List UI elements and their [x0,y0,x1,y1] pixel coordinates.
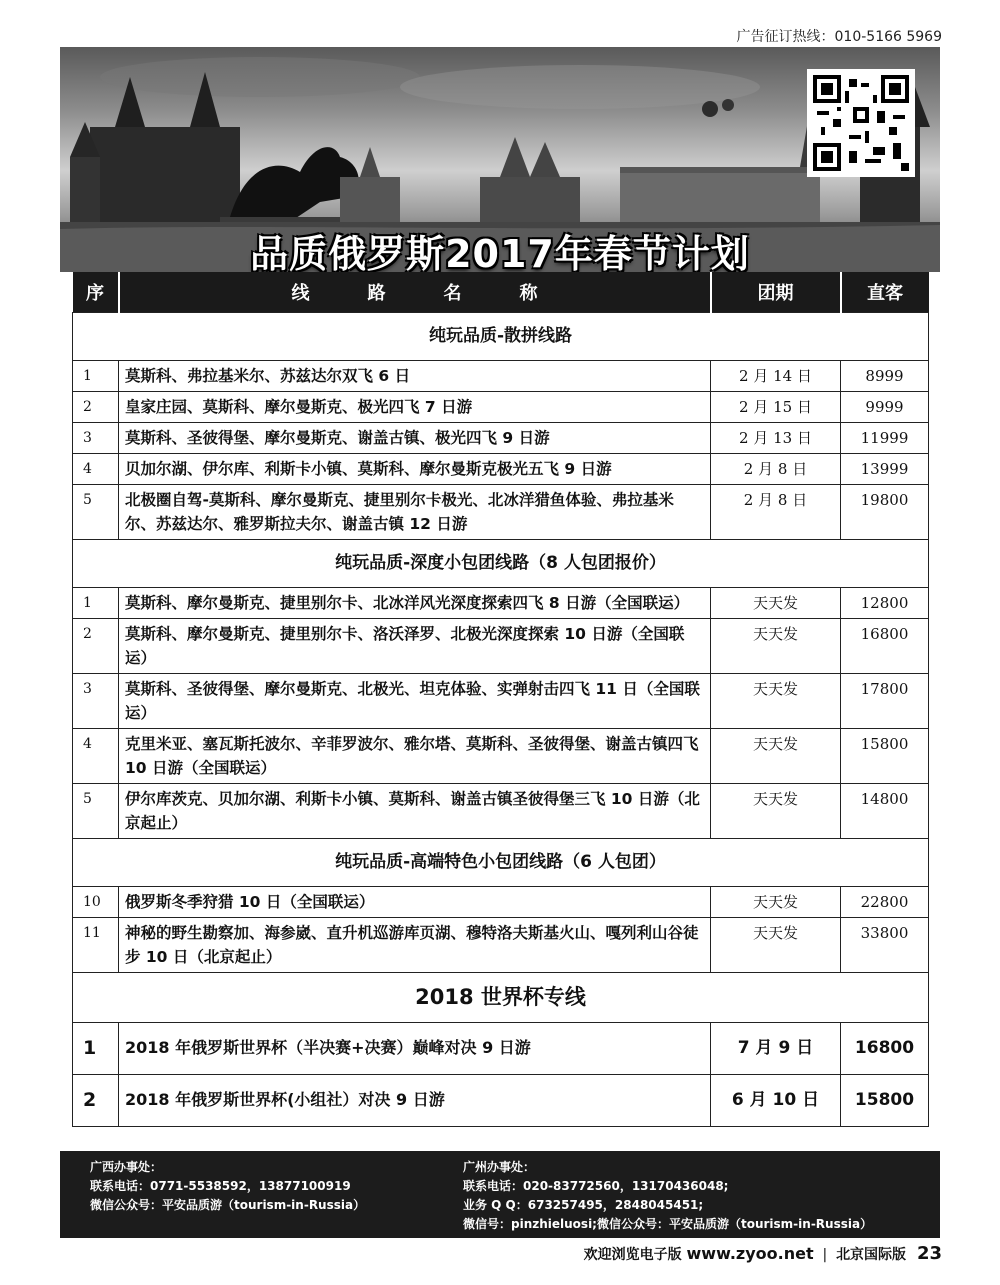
row-route-name: 莫斯科、圣彼得堡、摩尔曼斯克、北极光、坦克体验、实弹射击四飞 11 日（全国联运） [119,673,711,728]
guangzhou-office-title: 广州办事处： [463,1160,536,1174]
table-row [73,360,929,391]
section-title-row [73,312,929,360]
table-header-row [73,272,929,312]
row-no: 11 [73,917,119,972]
header-banner [60,47,940,272]
row-route-name: 贝加尔湖、伊尔库、利斯卡小镇、莫斯科、摩尔曼斯克极光五飞 9 日游 [119,453,711,484]
row-route-name: 莫斯科、圣彼得堡、摩尔曼斯克、谢盖古镇、极光四飞 9 日游 [119,422,711,453]
guangzhou-office-wechat: 微信号：pinzhieluosi;微信公众号：平安品质游（tourism-in-Russia） [463,1217,873,1231]
row-route-name: 莫斯科、摩尔曼斯克、捷里别尔卡、北冰洋风光深度探索四飞 8 日游（全国联运） [119,587,711,618]
row-no: 4 [73,453,119,484]
row-price: 9999 [841,391,929,422]
row-date: 天天发 [711,886,841,917]
route-price-table-container [72,272,928,1127]
header-date: 团期 [711,272,841,312]
row-price: 33800 [841,917,929,972]
header-price: 直客 [841,272,929,312]
row-price: 14800 [841,783,929,838]
row-no: 1 [73,1022,119,1074]
row-no: 4 [73,728,119,783]
section-title: 纯玩品质-高端特色小包团线路（6 人包团） [73,838,929,886]
row-no: 3 [73,673,119,728]
website-link[interactable]: www.zyoo.net [686,1244,814,1263]
guangxi-office [90,1158,365,1215]
row-price: 11999 [841,422,929,453]
worldcup-title: 2018 世界杯专线 [73,972,929,1022]
row-date: 2 月 14 日 [711,360,841,391]
guangxi-office-wechat: 微信公众号：平安品质游（tourism-in-Russia） [90,1198,366,1212]
row-price: 16800 [841,1022,929,1074]
row-price: 12800 [841,587,929,618]
row-no: 10 [73,886,119,917]
row-no: 1 [73,360,119,391]
row-route-name: 2018 年俄罗斯世界杯(小组社）对决 9 日游 [119,1074,711,1126]
row-route-name: 俄罗斯冬季狩猎 10 日（全国联运） [119,886,711,917]
guangxi-office-phone: 联系电话：0771-5538592，13877100919 [90,1179,351,1193]
row-route-name: 2018 年俄罗斯世界杯（半决赛+决赛）巅峰对决 9 日游 [119,1022,711,1074]
row-route-name: 皇家庄园、莫斯科、摩尔曼斯克、极光四飞 7 日游 [119,391,711,422]
row-price: 8999 [841,360,929,391]
table-row [73,453,929,484]
qr-code-icon [813,75,909,171]
row-price: 13999 [841,453,929,484]
row-no: 2 [73,391,119,422]
ad-hotline: 广告征订热线：010-5166 5969 [736,29,942,45]
row-route-name: 莫斯科、摩尔曼斯克、捷里别尔卡、洛沃泽罗、北极光深度探索 10 日游（全国联运） [119,618,711,673]
row-no: 1 [73,587,119,618]
guangzhou-office-phone: 联系电话：020-83772560，13170436048; [463,1179,729,1193]
section-title: 纯玩品质-深度小包团线路（8 人包团报价） [73,539,929,587]
row-date: 2 月 8 日 [711,453,841,484]
row-date: 天天发 [711,618,841,673]
row-price: 16800 [841,618,929,673]
table-row [73,917,929,972]
guangzhou-office [463,1158,872,1234]
row-no: 2 [73,1074,119,1126]
row-date: 7 月 9 日 [711,1022,841,1074]
table-row [73,728,929,783]
row-date: 6 月 10 日 [711,1074,841,1126]
row-price: 15800 [841,1074,929,1126]
table-row [73,422,929,453]
table-row [73,886,929,917]
row-date: 天天发 [711,783,841,838]
welcome-text: 欢迎浏览电子版 [583,1247,682,1263]
table-row [73,484,929,539]
section-title-row [73,539,929,587]
row-route-name: 莫斯科、弗拉基米尔、苏兹达尔双飞 6 日 [119,360,711,391]
row-date: 天天发 [711,673,841,728]
row-route-name: 神秘的野生勘察加、海参崴、直升机巡游库页湖、穆特洛夫斯基火山、嘎列利山谷徒步 10 日（北京起止） [119,917,711,972]
row-no: 5 [73,783,119,838]
row-no: 2 [73,618,119,673]
section-title: 纯玩品质-散拼线路 [73,312,929,360]
header-no: 序 [73,272,119,312]
edition-label: 北京国际版 [836,1247,907,1263]
row-price: 22800 [841,886,929,917]
header-route-name: 线路名称 [119,272,711,312]
page-footer-line [584,1243,942,1264]
row-route-name: 北极圈自驾-莫斯科、摩尔曼斯克、捷里别尔卡极光、北冰洋猎鱼体验、弗拉基米尔、苏兹达尔、雅罗斯拉夫尔、谢盖古镇 12 日游 [119,484,711,539]
row-price: 17800 [841,673,929,728]
row-route-name: 克里米亚、塞瓦斯托波尔、辛菲罗波尔、雅尔塔、莫斯科、圣彼得堡、谢盖古镇四飞 10 日游（全国联运） [119,728,711,783]
row-date: 天天发 [711,917,841,972]
section-title-row [73,838,929,886]
page-number: 23 [916,1243,942,1264]
row-route-name: 伊尔库茨克、贝加尔湖、利斯卡小镇、莫斯科、谢盖古镇圣彼得堡三飞 10 日游（北京起止） [119,783,711,838]
row-date: 天天发 [711,728,841,783]
guangzhou-office-qq: 业务 Q Q：673257495，2848045451; [463,1198,704,1212]
row-no: 5 [73,484,119,539]
table-row [73,673,929,728]
row-date: 2 月 15 日 [711,391,841,422]
row-no: 3 [73,422,119,453]
table-row [73,587,929,618]
worldcup-title-row [73,972,929,1022]
contact-footer [60,1151,940,1238]
table-row [73,618,929,673]
table-row [73,391,929,422]
row-date: 2 月 13 日 [711,422,841,453]
table-row [73,1022,929,1074]
guangxi-office-title: 广西办事处： [90,1160,163,1174]
row-price: 15800 [841,728,929,783]
divider: | [822,1247,828,1263]
row-date: 天天发 [711,587,841,618]
row-price: 19800 [841,484,929,539]
route-price-table [72,272,929,1127]
table-row [73,1074,929,1126]
row-date: 2 月 8 日 [711,484,841,539]
table-row [73,783,929,838]
banner-title: 品质俄罗斯2017年春节计划 [250,232,750,272]
qr-code [807,69,915,177]
